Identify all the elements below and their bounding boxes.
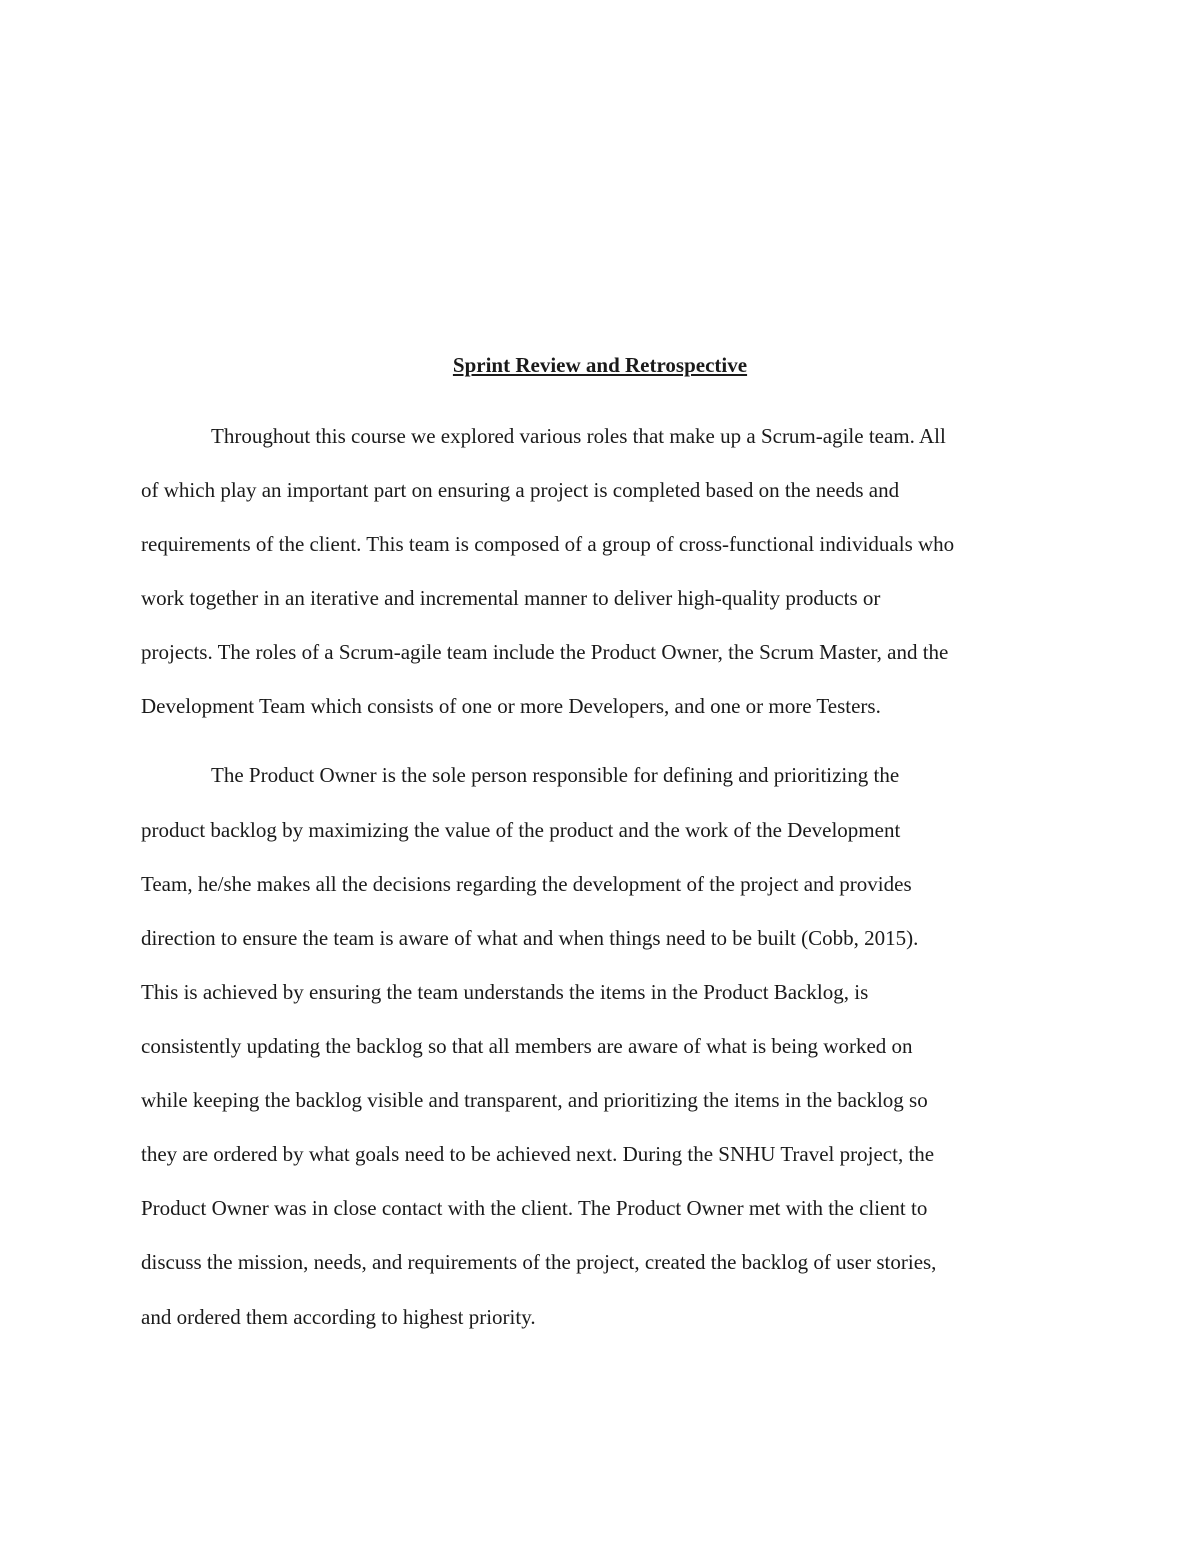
paragraph-line: Team, he/she makes all the decisions regarding the development of the project and provides	[141, 872, 912, 896]
paragraph-line: Product Owner was in close contact with the client. The Product Owner met with the client to	[141, 1196, 928, 1220]
paragraph-line: consistently updating the backlog so that all members are aware of what is being worked on	[141, 1034, 913, 1058]
page-title: Sprint Review and Retrospective	[452, 353, 748, 377]
paragraph-line: product backlog by maximizing the value of the product and the work of the Development	[141, 818, 901, 842]
paragraph-line: work together in an iterative and incremental manner to deliver high-quality products or	[141, 586, 881, 610]
paragraph-line: they are ordered by what goals need to be achieved next. During the SNHU Travel project, the	[141, 1142, 935, 1166]
paragraph-line: direction to ensure the team is aware of what and when things need to be built (Cobb, 2015).	[141, 926, 919, 950]
paragraph-line: while keeping the backlog visible and transparent, and prioritizing the items in the backlog so	[141, 1088, 928, 1112]
paragraph-line: of which play an important part on ensuring a project is completed based on the needs and	[141, 478, 900, 502]
paragraph-line: This is achieved by ensuring the team understands the items in the Product Backlog, is	[141, 980, 869, 1004]
paragraph-line: projects. The roles of a Scrum-agile team include the Product Owner, the Scrum Master, and the	[141, 640, 949, 664]
paragraph-line: Throughout this course we explored various roles that make up a Scrum-agile team. All	[211, 424, 946, 448]
paragraph-line: Development Team which consists of one or more Developers, and one or more Testers.	[141, 694, 881, 718]
paragraph-line: and ordered them according to highest priority.	[141, 1305, 536, 1329]
paragraph-line: discuss the mission, needs, and requirements of the project, created the backlog of user stories,	[141, 1250, 937, 1274]
paragraph-line: The Product Owner is the sole person responsible for defining and prioritizing the	[211, 763, 900, 787]
paragraph-line: requirements of the client. This team is composed of a group of cross-functional individuals who	[141, 532, 955, 556]
